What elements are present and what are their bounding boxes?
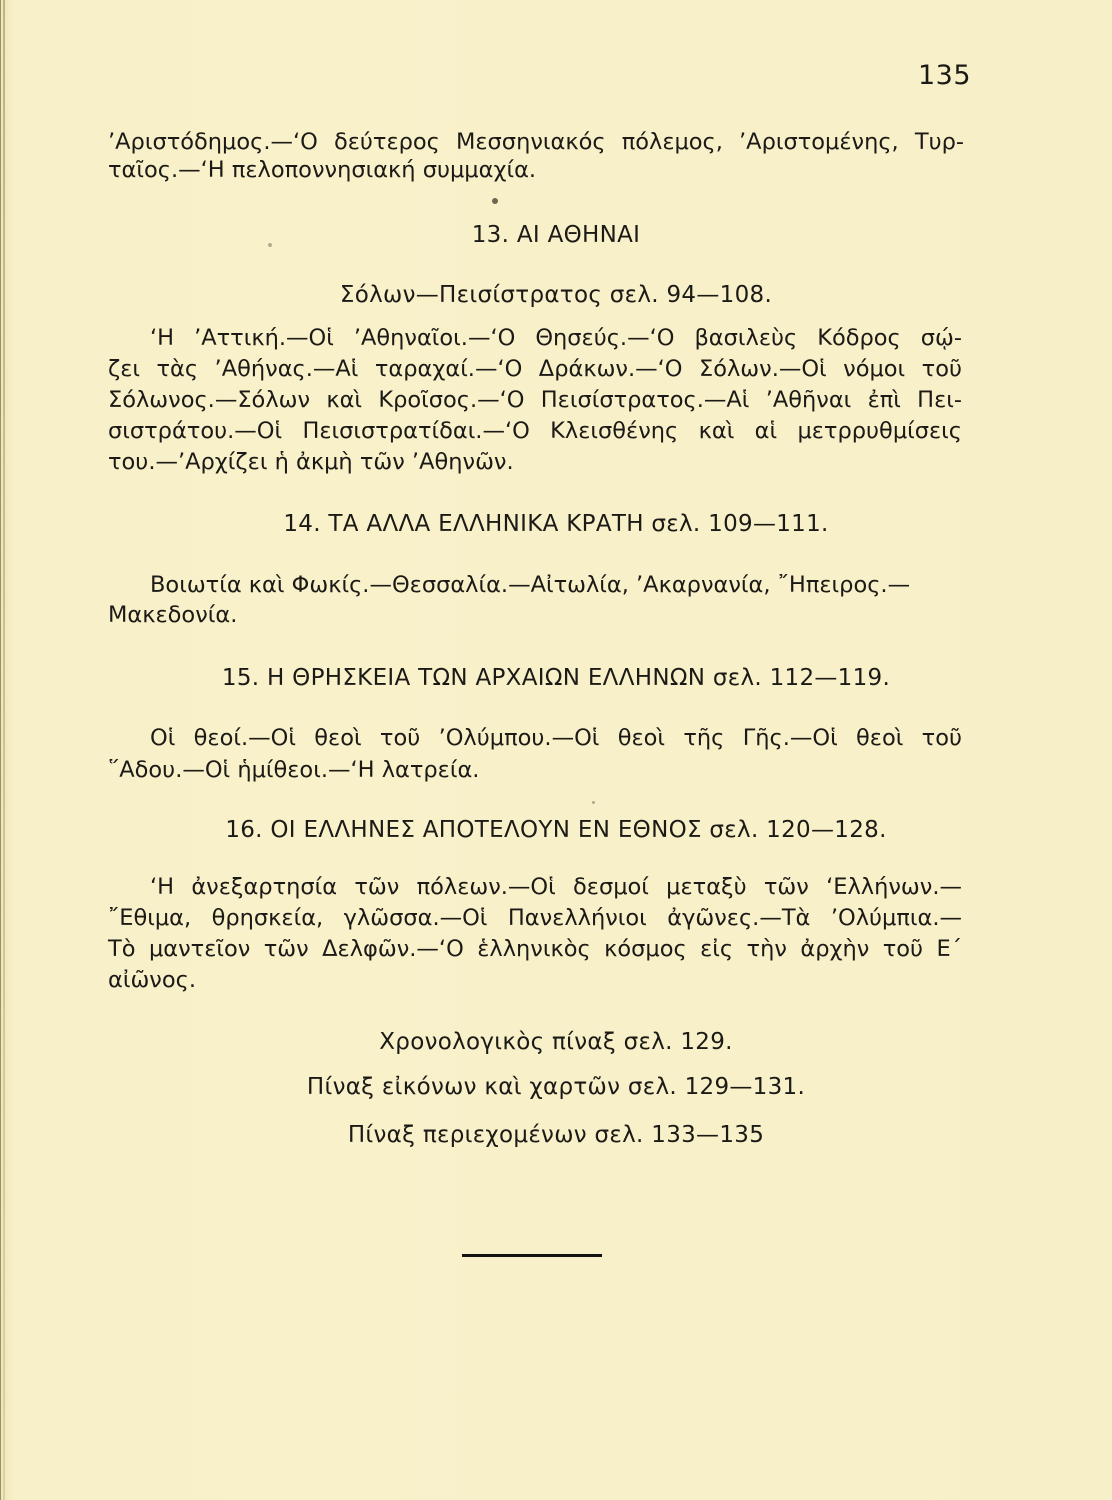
section-13-line-4: σιστράτου.—Οἱ Πεισιστρατίδαι.—‘Ο Κλεισθένης καὶ αἱ μετρρυθμίσεις <box>108 418 962 444</box>
section-16-line-2: ῎Εθιμα, θρησκεία, γλῶσσα.—Οἱ Πανελλήνιοι ἀγῶνες.—Τὰ ’Ολύμπια.— <box>108 905 962 931</box>
closing-rule <box>462 1254 602 1257</box>
section-13-line-2: ζει τὰς ’Αθήνας.—Αἱ ταραχαί.—‘Ο Δράκων.—‘Ο Σόλων.—Οἱ νόμοι τοῦ <box>108 356 962 382</box>
appendix-chronological-table: Χρονολογικὸς πίναξ σελ. 129. <box>379 1029 733 1055</box>
section-13-heading: 13. ΑΙ ΑΘΗΝΑΙ <box>471 222 641 248</box>
section-13-line-1: ‘Η ’Αττική.—Οἱ ’Αθηναῖοι.—‘Ο Θησεύς.—‘Ο βασιλεὺς Κόδρος σῴ- <box>150 325 962 351</box>
intro-line-2: ταῖος.—‘Η πελοποννησιακή συμμαχία. <box>108 157 537 183</box>
section-15-heading: 15. Η ΘΡΗΣΚΕΙΑ ΤΩΝ ΑΡΧΑΙΩΝ ΕΛΛΗΝΩΝ σελ. 112—119. <box>221 665 891 691</box>
section-16-heading: 16. ΟΙ ΕΛΛΗΝΕΣ ΑΠΟΤΕΛΟΥΝ ΕΝ ΕΘΝΟΣ σελ. 120—128. <box>225 817 887 843</box>
section-16-line-3: Τὸ μαντεῖον τῶν Δελφῶν.—‘Ο ἑλληνικὸς κόσμος εἰς τὴν ἀρχὴν τοῦ Ε΄ <box>108 936 962 962</box>
section-14-heading: 14. ΤΑ ΑΛΛΑ ΕΛΛΗΝΙΚΑ ΚΡΑΤΗ σελ. 109—111. <box>283 511 829 537</box>
print-speck <box>492 198 498 204</box>
print-speck <box>268 243 272 247</box>
intro-line-1: ’Αριστόδημος.—‘Ο δεύτερος Μεσσηνιακός πόλεμος, ’Αριστομένης, Τυρ- <box>108 129 964 155</box>
section-13-subheading: Σόλων—Πεισίστρατος σελ. 94—108. <box>339 282 773 308</box>
section-14-line-2: Μακεδονία. <box>108 602 238 628</box>
section-13-line-3: Σόλωνος.—Σόλων καὶ Κροῖσος.—‘Ο Πεισίστρατος.—Αἱ ’Αθῆναι ἐπὶ Πει- <box>108 387 962 413</box>
section-15-line-1: Οἱ θεοί.—Οἱ θεοὶ τοῦ ’Ολύμπου.—Οἱ θεοὶ τῆς Γῆς.—Οἱ θεοὶ τοῦ <box>150 725 962 751</box>
appendix-contents-table: Πίναξ περιεχομένων σελ. 133—135 <box>347 1122 765 1148</box>
section-16-line-4: αἰῶνος. <box>108 967 196 993</box>
page-number: 135 <box>918 60 972 91</box>
section-15-line-2: ῞Αδου.—Οἱ ἡμίθεοι.—‘Η λατρεία. <box>108 757 480 783</box>
section-13-line-5: του.—’Αρχίζει ἡ ἀκμὴ τῶν ’Αθηνῶν. <box>108 449 514 475</box>
section-14-line-1: Βοιωτία καὶ Φωκίς.—Θεσσαλία.—Αἰτωλία, ’Ακαρνανία, ῎Ηπειρος.— <box>150 572 911 598</box>
print-speck <box>592 801 595 804</box>
section-16-line-1: ‘Η ἀνεξαρτησία τῶν πόλεων.—Οἱ δεσμοί μεταξὺ τῶν ‘Ελλήνων.— <box>150 874 962 900</box>
appendix-images-maps-table: Πίναξ εἰκόνων καὶ χαρτῶν σελ. 129—131. <box>306 1074 806 1100</box>
